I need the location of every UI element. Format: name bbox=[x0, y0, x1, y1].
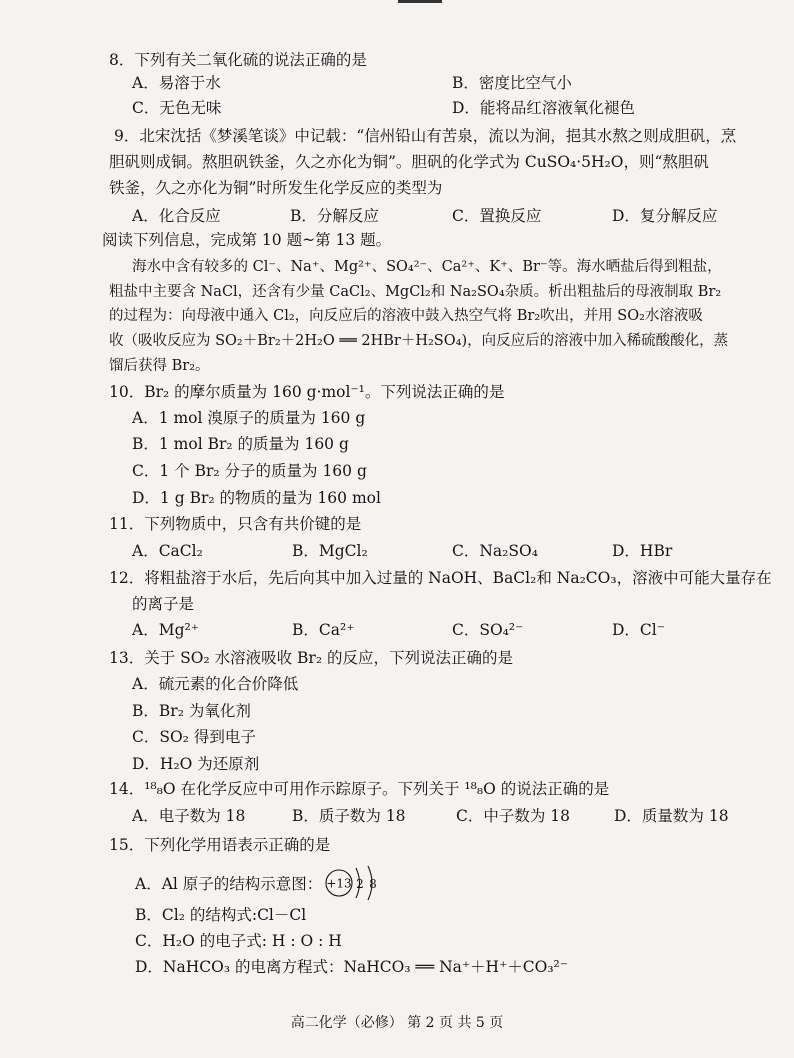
reading-p2: 粗盐中主要含 NaCl，还含有少量 CaCl₂、MgCl₂和 Na₂SO₄杂质。析出粗盐后的母液制取 Br₂ bbox=[109, 284, 722, 300]
reading-p3: 的过程为：向母液中通入 Cl₂，向反应后的溶液中鼓入热空气将 Br₂吹出，并用 SO₂水溶液吸 bbox=[109, 308, 703, 324]
reading-p1: 海水中含有较多的 Cl⁻、Na⁺、Mg²⁺、SO₄²⁻、Ca²⁺、K⁺、Br⁻等。海水晒盐后得到粗盐， bbox=[132, 259, 722, 275]
q9-option-b[interactable]: B．分解反应 bbox=[290, 207, 379, 225]
q12-option-d[interactable]: D．Cl⁻ bbox=[612, 621, 665, 639]
q15-option-d[interactable]: D．NaHCO₃ 的电离方程式：NaHCO₃ ══ Na⁺＋H⁺＋CO₃²⁻ bbox=[135, 958, 568, 976]
page-footer: 高二化学（必修） 第 2 页 共 5 页 bbox=[290, 1015, 504, 1031]
q10-option-b[interactable]: B．1 mol Br₂ 的质量为 160 g bbox=[132, 435, 349, 453]
q9-option-d[interactable]: D．复分解反应 bbox=[612, 207, 718, 225]
q9-option-a[interactable]: A．化合反应 bbox=[132, 207, 221, 225]
q13-option-a[interactable]: A．硫元素的化合价降低 bbox=[132, 675, 299, 693]
shell-2-electrons: 8 bbox=[369, 877, 378, 891]
q9-line2: 胆矾则成铜。熬胆矾铁釜，久之亦化为铜”。胆矾的化学式为 CuSO₄·5H₂O，则“熬胆矾 bbox=[109, 153, 709, 171]
q14-stem: 14．¹⁸₈O 在化学反应中可用作示踪原子。下列关于 ¹⁸₈O 的说法正确的是 bbox=[109, 780, 610, 798]
q14-option-a[interactable]: A．电子数为 18 bbox=[132, 807, 246, 825]
q12-option-c[interactable]: C．SO₄²⁻ bbox=[452, 621, 524, 639]
reading-intro: 阅读下列信息，完成第 10 题~第 13 题。 bbox=[102, 231, 392, 249]
q11-option-a[interactable]: A．CaCl₂ bbox=[132, 542, 203, 560]
q9-line3: 铁釜，久之亦化为铜”时所发生化学反应的类型为 bbox=[109, 179, 443, 197]
reading-p5: 馏后获得 Br₂。 bbox=[109, 358, 210, 374]
q15-stem: 15．下列化学用语表示正确的是 bbox=[109, 836, 331, 854]
q15-option-a-label: A．Al 原子的结构示意图： bbox=[135, 875, 323, 893]
q14-option-b[interactable]: B．质子数为 18 bbox=[292, 807, 406, 825]
q13-option-b[interactable]: B．Br₂ 为氧化剂 bbox=[132, 702, 251, 720]
q12-line1: 12．将粗盐溶于水后，先后向其中加入过量的 NaOH、BaCl₂和 Na₂CO₃，溶液中可能大量存在 bbox=[109, 569, 772, 587]
reading-p4: 收（吸收反应为 SO₂＋Br₂＋2H₂O ══ 2HBr＋H₂SO₄)，向反应后的溶液中加入稀硫酸酸化，蒸 bbox=[109, 333, 729, 349]
al-atom-structure-diagram bbox=[322, 863, 392, 903]
q12-line2: 的离子是 bbox=[132, 595, 195, 613]
q14-option-c[interactable]: C．中子数为 18 bbox=[456, 807, 571, 825]
q8-option-b[interactable]: B．密度比空气小 bbox=[452, 74, 572, 92]
q12-option-b[interactable]: B．Ca²⁺ bbox=[292, 621, 355, 639]
nucleus-charge: +13 bbox=[326, 876, 352, 891]
q8-option-c[interactable]: C．无色无味 bbox=[132, 99, 222, 117]
shell-1-electrons: 2 bbox=[356, 877, 365, 891]
q12-option-a[interactable]: A．Mg²⁺ bbox=[132, 621, 199, 639]
q15-option-a[interactable] bbox=[135, 863, 392, 903]
q13-option-d[interactable]: D．H₂O 为还原剂 bbox=[132, 755, 260, 773]
top-rule bbox=[398, 0, 442, 3]
q15-option-c[interactable]: C．H₂O 的电子式: H : O : H bbox=[135, 932, 342, 950]
q9-option-c[interactable]: C．置换反应 bbox=[452, 207, 542, 225]
q9-line1: 9．北宋沈括《梦溪笔谈》中记载：“信州铅山有苦泉，流以为涧，挹其水熬之则成胆矾，烹 bbox=[114, 127, 737, 145]
q13-stem: 13．关于 SO₂ 水溶液吸收 Br₂ 的反应，下列说法正确的是 bbox=[109, 649, 513, 667]
q10-option-d[interactable]: D．1 g Br₂ 的物质的量为 160 mol bbox=[132, 489, 381, 507]
q11-stem: 11．下列物质中，只含有共价键的是 bbox=[109, 515, 362, 533]
q11-option-c[interactable]: C．Na₂SO₄ bbox=[452, 542, 538, 560]
q11-option-d[interactable]: D．HBr bbox=[612, 542, 673, 560]
q10-option-c[interactable]: C．1 个 Br₂ 分子的质量为 160 g bbox=[132, 462, 367, 480]
q11-option-b[interactable]: B．MgCl₂ bbox=[292, 542, 368, 560]
q10-option-a[interactable]: A．1 mol 溴原子的质量为 160 g bbox=[132, 409, 366, 427]
q15-option-b[interactable]: B．Cl₂ 的结构式:Cl－Cl bbox=[135, 906, 307, 924]
q13-option-c[interactable]: C．SO₂ 得到电子 bbox=[132, 728, 256, 746]
q14-option-d[interactable]: D．质量数为 18 bbox=[614, 807, 729, 825]
q8-stem: 8．下列有关二氧化硫的说法正确的是 bbox=[109, 51, 367, 69]
q8-option-d[interactable]: D．能将品红溶液氧化褪色 bbox=[452, 99, 635, 117]
q10-stem: 10．Br₂ 的摩尔质量为 160 g·mol⁻¹。下列说法正确的是 bbox=[109, 383, 505, 401]
q8-option-a[interactable]: A．易溶于水 bbox=[132, 74, 221, 92]
